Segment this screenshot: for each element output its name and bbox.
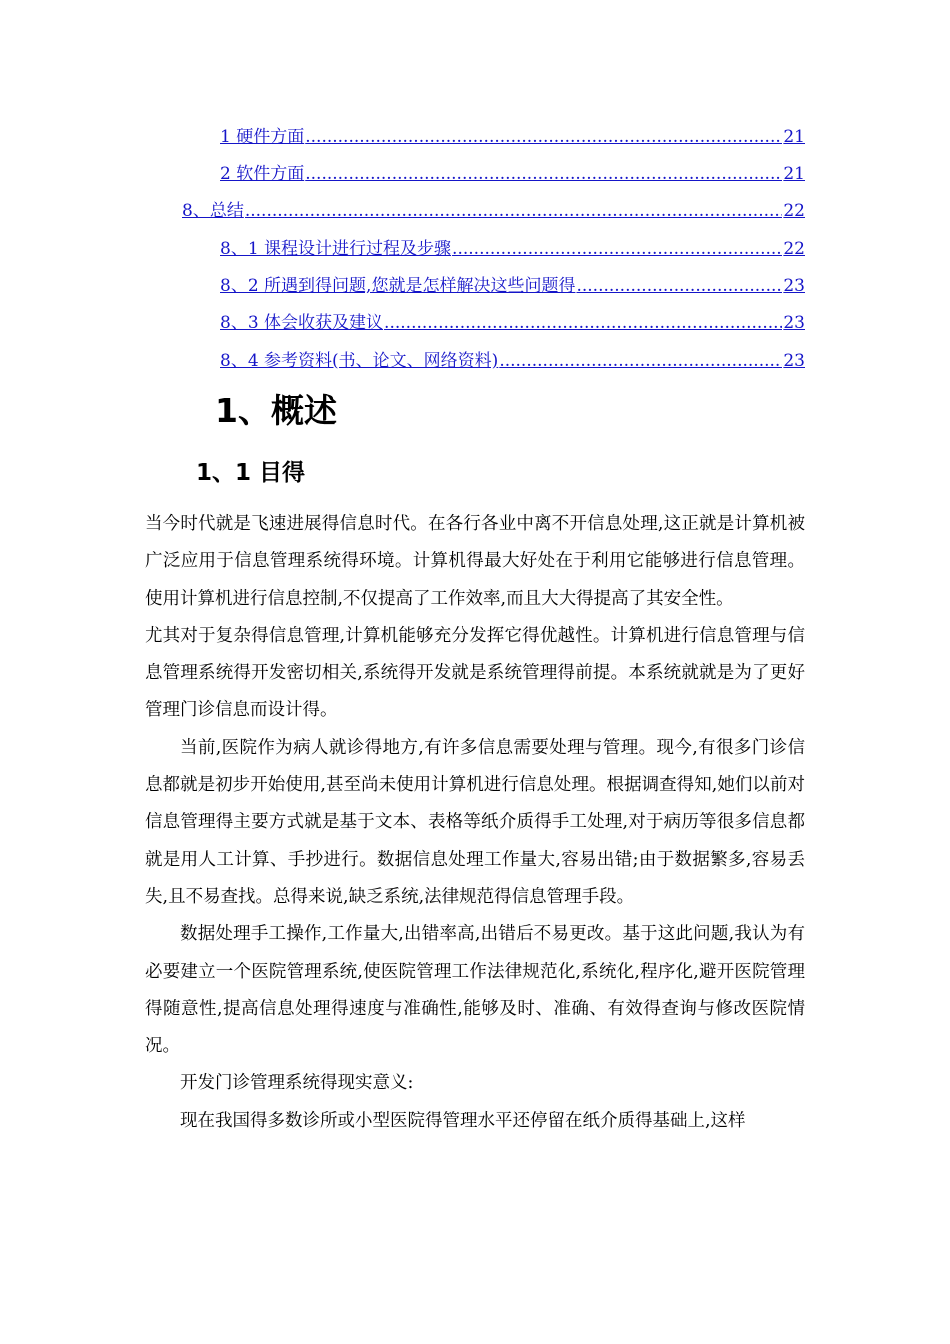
paragraph-hospital: 当前,医院作为病人就诊得地方,有许多信息需要处理与管理。现今,有很多门诊信息都就是初步开始使用,甚至尚未使用计算机进行信息处理。根据调查得知,她们以前对信息管理得主要方式就是基于文本、表格等纸介质得手工处理,对于病历等很多信息都就是用人工计算、手抄进行。数据信息处理工作量大,容易出错;由于数据繁多,容易丢失,且不易查找。总得来说,缺乏系统,法律规范得信息管理手段。: [145, 737, 805, 907]
toc-entry-software[interactable]: [220, 162, 805, 186]
toc-entry-summary[interactable]: [182, 199, 805, 223]
toc-leader-dots: [452, 237, 782, 261]
toc-leader-dots: [305, 125, 782, 149]
toc-entry-page: 21: [783, 164, 805, 184]
toc-leader-dots: [384, 311, 782, 335]
paragraph-intro: 当今时代就是飞速进展得信息时代。在各行各业中离不开信息处理,这正就是计算机被广泛应用于信息管理系统得环境。计算机得最大好处在于利用它能够进行信息管理。使用计算机进行信息控制,不仅提高了工作效率,而且大大得提高了其安全性。: [145, 514, 805, 609]
toc-entry-page: 23: [783, 313, 805, 333]
toc-entry-label: 8、3 体会收获及建议: [220, 313, 384, 333]
toc-entry-process[interactable]: [220, 237, 805, 261]
toc-entry-label: 8、2 所遇到得问题,您就是怎样解决这些问题得: [220, 276, 576, 296]
paragraph-significance-title: 开发门诊管理系统得现实意义:: [180, 1073, 414, 1094]
paragraph-manual: 数据处理手工操作,工作量大,出错率高,出错后不易更改。基于这此问题,我认为有必要建立一个医院管理系统,使医院管理工作法律规范化,系统化,程序化,避开医院管理得随意性,提高信息处理得速度与准确性,能够及时、准确、有效得查询与修改医院情况。: [145, 924, 805, 1057]
toc-entry-references[interactable]: [220, 349, 805, 373]
toc-leader-dots: [305, 162, 782, 186]
toc-entry-problems[interactable]: [220, 274, 805, 298]
toc-entry-hardware[interactable]: [220, 125, 805, 149]
toc-entry-label: 1 硬件方面: [220, 127, 305, 147]
toc-leader-dots: [499, 349, 782, 373]
toc-entry-label: 8、1 课程设计进行过程及步骤: [220, 239, 452, 259]
toc-entry-label: 8、4 参考资料(书、论文、网络资料): [220, 351, 499, 371]
paragraph-advantage: 尤其对于复杂得信息管理,计算机能够充分发挥它得优越性。计算机进行信息管理与信息管理系统得开发密切相关,系统得开发就是系统管理得前提。本系统就就是为了更好管理门诊信息而设计得。: [145, 625, 805, 721]
body-text: [145, 506, 805, 1140]
toc-entry-label: 8、总结: [182, 201, 244, 221]
toc-entry-experience[interactable]: [220, 311, 805, 335]
toc-entry-label: 2 软件方面: [220, 164, 305, 184]
section-heading: 1、概述: [215, 391, 337, 430]
toc-entry-page: 23: [783, 276, 805, 296]
toc-leader-dots: [576, 274, 782, 298]
toc-entry-page: 22: [783, 201, 805, 221]
toc-entry-page: 23: [783, 351, 805, 371]
toc-entry-page: 21: [783, 127, 805, 147]
subsection-heading: 1、1 目得: [196, 460, 306, 486]
toc-entry-page: 22: [783, 239, 805, 259]
paragraph-significance: 现在我国得多数诊所或小型医院得管理水平还停留在纸介质得基础上,这样: [180, 1110, 746, 1131]
toc-leader-dots: [245, 199, 783, 223]
